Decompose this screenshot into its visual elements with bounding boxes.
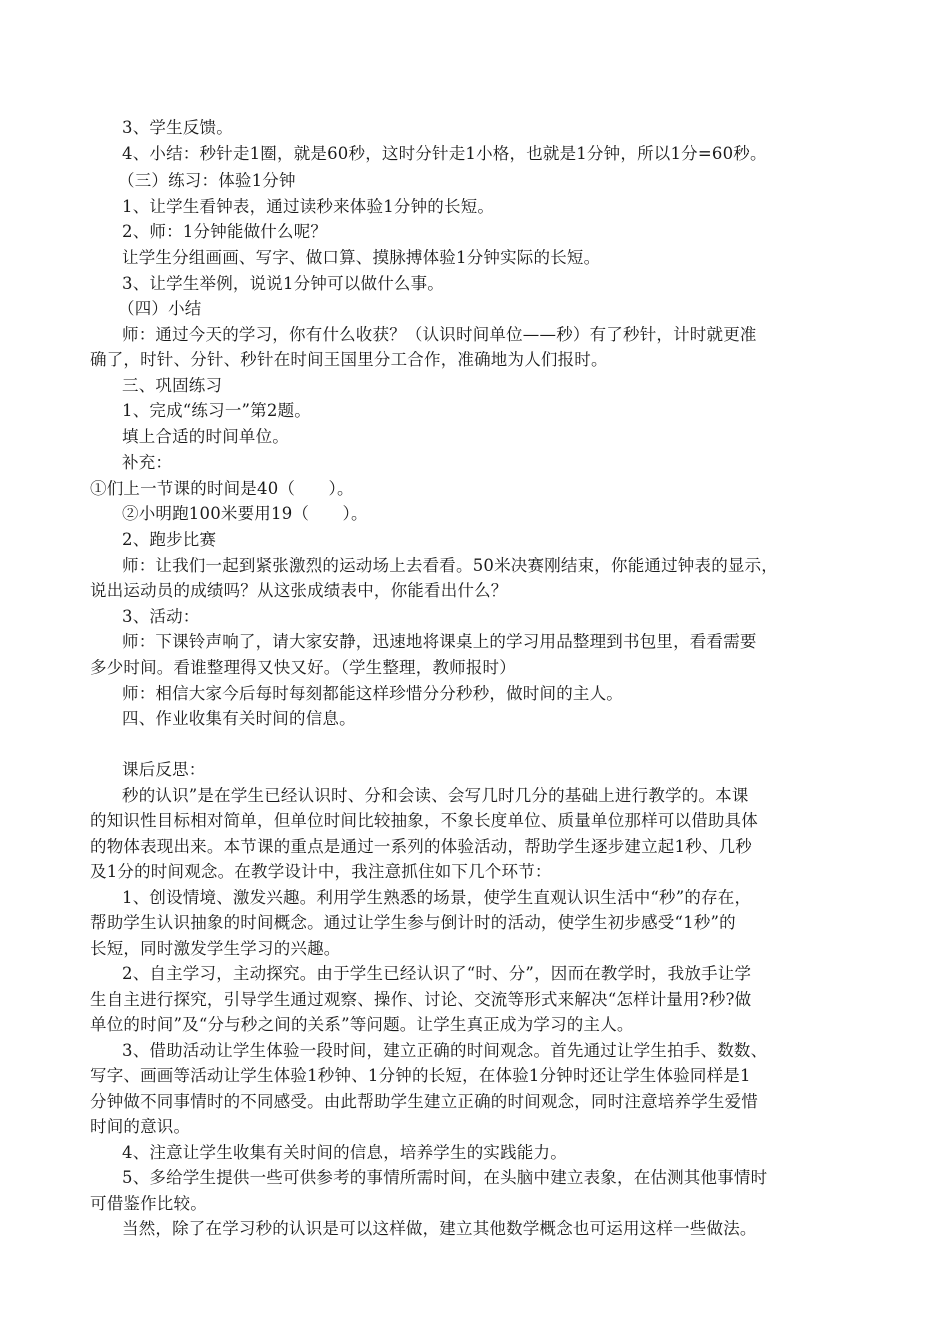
text-line: 帮助学生认识抽象的时间概念。通过让学生参与倒计时的活动，使学生初步感受“1秒”的 <box>90 913 736 932</box>
text-line: 1、创设情境、激发兴趣。利用学生熟悉的场景，使学生直观认识生活中“秒”的存在， <box>122 888 752 907</box>
text-line: 2、师：1分钟能做什么呢？ <box>122 222 328 241</box>
text-line: 5、多给学生提供一些可供参考的事情所需时间，在头脑中建立表象，在估测其他事情时 <box>122 1168 768 1187</box>
text-line: ②小明跑100米要用19（ ）。 <box>122 504 368 523</box>
text-line: 3、借助活动让学生体验一段时间，建立正确的时间观念。首先通过让学生拍手、数数、 <box>122 1041 768 1060</box>
text-line: 多少时间。看谁整理得又快又好。（学生整理，教师报时） <box>90 658 516 677</box>
text-line: 3、让学生举例，说说1分钟可以做什么事。 <box>122 274 444 293</box>
text-line: 师：下课铃声响了，请大家安静，迅速地将课桌上的学习用品整理到书包里，看看需要 <box>122 632 757 651</box>
text-line: 填上合适的时间单位。 <box>122 427 289 446</box>
text-line: 1、完成“练习一”第2题。 <box>122 401 311 420</box>
text-line: 师：让我们一起到紧张激烈的运动场上去看看。50米决赛刚结束，你能通过钟表的显示， <box>122 556 778 575</box>
text-line: 补充： <box>122 453 173 472</box>
text-line: 及1分的时间观念。在教学设计中，我注意抓住如下几个环节： <box>90 862 552 881</box>
text-line: 2、自主学习，主动探究。由于学生已经认识了“时、分”，因而在教学时，我放手让学 <box>122 964 752 983</box>
text-line: 可借鉴作比较。 <box>90 1194 207 1213</box>
text-line: 4、小结：秒针走1圈，就是60秒，这时分针走1小格，也就是1分钟，所以1分=60秒。 <box>122 144 767 163</box>
text-line: 3、学生反馈。 <box>122 118 233 137</box>
text-line: 当然，除了在学习秒的认识是可以这样做，建立其他数学概念也可运用这样一些做法。 <box>122 1219 757 1238</box>
text-line: 确了，时针、分针、秒针在时间王国里分工合作，准确地为人们报时。 <box>90 350 608 369</box>
section-heading: 3、活动： <box>122 607 200 626</box>
text-line: 分钟做不同事情时的不同感受。由此帮助学生建立正确的时间观念，同时注意培养学生爱惜 <box>90 1092 758 1111</box>
text-line: 让学生分组画画、写字、做口算、摸脉搏体验1分钟实际的长短。 <box>122 248 601 267</box>
section-heading: 课后反思： <box>122 760 206 779</box>
section-heading: （三）练习：体验1分钟 <box>118 171 296 190</box>
text-line: 师：相信大家今后每时每刻都能这样珍惜分分秒秒，做时间的主人。 <box>122 684 623 703</box>
section-heading: 三、巩固练习 <box>122 376 223 395</box>
text-line: 1、让学生看钟表，通过读秒来体验1分钟的长短。 <box>122 197 495 216</box>
text-line: 单位的时间”及“分与秒之间的关系”等问题。让学生真正成为学习的主人。 <box>90 1015 634 1034</box>
text-line: 生自主进行探究，引导学生通过观察、操作、讨论、交流等形式来解决“怎样计量用?秒?做 <box>90 990 752 1009</box>
section-heading: 2、跑步比赛 <box>122 530 217 549</box>
text-line: 长短，同时激发学生学习的兴趣。 <box>90 939 341 958</box>
section-heading: （四）小结 <box>118 299 202 318</box>
text-line: 4、注意让学生收集有关时间的信息，培养学生的实践能力。 <box>122 1143 567 1162</box>
text-line: ①们上一节课的时间是40（ ）。 <box>90 479 354 498</box>
text-line: 的知识性目标相对简单，但单位时间比较抽象，不象长度单位、质量单位那样可以借助具体 <box>90 811 758 830</box>
text-line: 师：通过今天的学习，你有什么收获？（认识时间单位——秒）有了秒针，计时就更准 <box>122 325 757 344</box>
text-line: 的物体表现出来。本节课的重点是通过一系列的体验活动，帮助学生逐步建立起1秒、几秒 <box>90 837 752 856</box>
text-line: 说出运动员的成绩吗？从这张成绩表中，你能看出什么？ <box>90 581 508 600</box>
section-heading: 四、作业收集有关时间的信息。 <box>122 709 356 728</box>
text-line: 写字、画画等活动让学生体验1秒钟、1分钟的长短，在体验1分钟时还让学生体验同样是1 <box>90 1066 751 1085</box>
text-line: 秒的认识”是在学生已经认识时、分和会读、会写几时几分的基础上进行教学的。本课 <box>122 786 749 805</box>
text-line: 时间的意识。 <box>90 1117 191 1136</box>
